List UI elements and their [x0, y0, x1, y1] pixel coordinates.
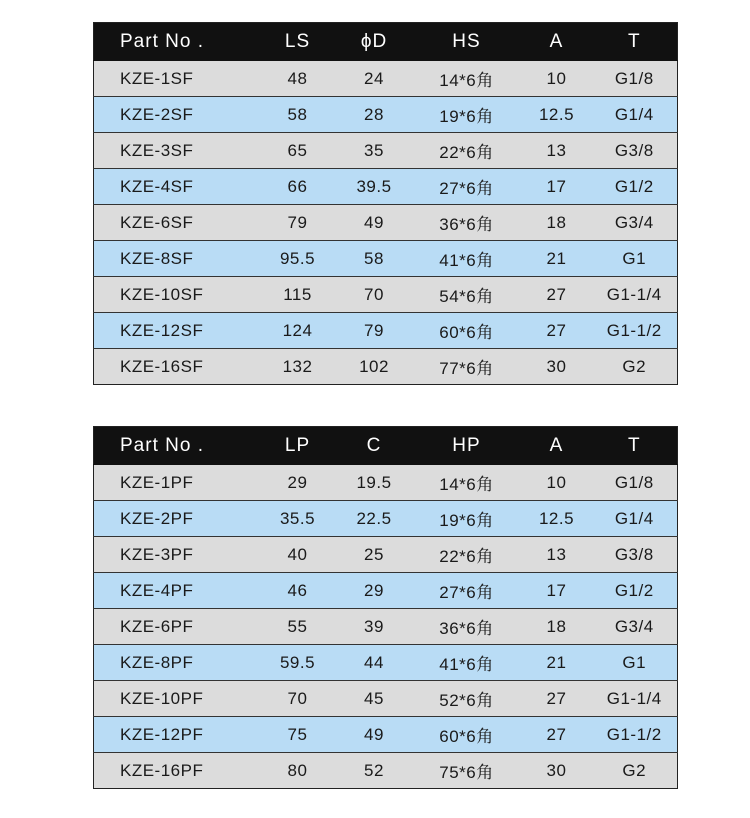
dimension-cell: 45 [337, 681, 412, 717]
dimension-cell: 39 [337, 609, 412, 645]
dimension-cell: 22.5 [337, 501, 412, 537]
hex-size-cell: 77*6角 [412, 349, 522, 385]
table-row [94, 169, 678, 205]
table-row [94, 717, 678, 753]
length-cell: 55 [259, 609, 337, 645]
table-row [94, 349, 678, 385]
table-row [94, 241, 678, 277]
part-no-cell: KZE-16SF [94, 349, 259, 385]
a-cell: 10 [522, 465, 592, 501]
part-no-cell: KZE-6PF [94, 609, 259, 645]
length-cell: 59.5 [259, 645, 337, 681]
header-ls: LS [259, 23, 337, 61]
header-a: A [522, 427, 592, 465]
dimension-cell: 79 [337, 313, 412, 349]
table-row [94, 501, 678, 537]
header-part-no: Part No . [94, 23, 259, 61]
header-row [94, 427, 678, 465]
part-no-cell: KZE-6SF [94, 205, 259, 241]
table-header [94, 427, 678, 465]
dimension-cell: 70 [337, 277, 412, 313]
hex-size-cell: 41*6角 [412, 645, 522, 681]
thread-cell: G1-1/2 [592, 313, 678, 349]
thread-cell: G3/8 [592, 537, 678, 573]
thread-cell: G1 [592, 645, 678, 681]
dimension-cell: 35 [337, 133, 412, 169]
part-no-cell: KZE-12PF [94, 717, 259, 753]
a-cell: 18 [522, 205, 592, 241]
length-cell: 65 [259, 133, 337, 169]
length-cell: 46 [259, 573, 337, 609]
table-body [94, 61, 678, 385]
spec-table-sf [93, 22, 678, 385]
thread-cell: G1-1/4 [592, 681, 678, 717]
thread-cell: G2 [592, 349, 678, 385]
dimension-cell: 39.5 [337, 169, 412, 205]
header-hp: HP [412, 427, 522, 465]
length-cell: 58 [259, 97, 337, 133]
header-row [94, 23, 678, 61]
a-cell: 13 [522, 537, 592, 573]
a-cell: 10 [522, 61, 592, 97]
table-row [94, 61, 678, 97]
length-cell: 95.5 [259, 241, 337, 277]
dimension-cell: 29 [337, 573, 412, 609]
table-row [94, 277, 678, 313]
length-cell: 79 [259, 205, 337, 241]
hex-size-cell: 19*6角 [412, 97, 522, 133]
part-no-cell: KZE-1SF [94, 61, 259, 97]
a-cell: 27 [522, 681, 592, 717]
part-no-cell: KZE-2PF [94, 501, 259, 537]
part-no-cell: KZE-8PF [94, 645, 259, 681]
table-body [94, 465, 678, 789]
header-part-no: Part No . [94, 427, 259, 465]
table-row [94, 313, 678, 349]
part-no-cell: KZE-1PF [94, 465, 259, 501]
a-cell: 17 [522, 169, 592, 205]
thread-cell: G3/4 [592, 205, 678, 241]
thread-cell: G1/4 [592, 501, 678, 537]
hex-size-cell: 36*6角 [412, 205, 522, 241]
header-lp: LP [259, 427, 337, 465]
length-cell: 70 [259, 681, 337, 717]
thread-cell: G3/8 [592, 133, 678, 169]
hex-size-cell: 60*6角 [412, 717, 522, 753]
hex-size-cell: 22*6角 [412, 133, 522, 169]
thread-cell: G1 [592, 241, 678, 277]
table-row [94, 573, 678, 609]
dimension-cell: 24 [337, 61, 412, 97]
dimension-cell: 102 [337, 349, 412, 385]
hex-size-cell: 27*6角 [412, 169, 522, 205]
spec-table-pf [93, 426, 678, 789]
hex-size-cell: 60*6角 [412, 313, 522, 349]
hex-size-cell: 52*6角 [412, 681, 522, 717]
length-cell: 40 [259, 537, 337, 573]
dimension-cell: 28 [337, 97, 412, 133]
thread-cell: G1/4 [592, 97, 678, 133]
part-no-cell: KZE-10SF [94, 277, 259, 313]
dimension-cell: 52 [337, 753, 412, 789]
thread-cell: G3/4 [592, 609, 678, 645]
hex-size-cell: 19*6角 [412, 501, 522, 537]
dimension-cell: 44 [337, 645, 412, 681]
thread-cell: G1/2 [592, 573, 678, 609]
table-row [94, 609, 678, 645]
a-cell: 12.5 [522, 97, 592, 133]
header-c: C [337, 427, 412, 465]
table-row [94, 537, 678, 573]
table-row [94, 133, 678, 169]
hex-size-cell: 36*6角 [412, 609, 522, 645]
hex-size-cell: 75*6角 [412, 753, 522, 789]
length-cell: 29 [259, 465, 337, 501]
a-cell: 13 [522, 133, 592, 169]
length-cell: 124 [259, 313, 337, 349]
header-a: A [522, 23, 592, 61]
hex-size-cell: 14*6角 [412, 61, 522, 97]
part-no-cell: KZE-2SF [94, 97, 259, 133]
hex-size-cell: 27*6角 [412, 573, 522, 609]
part-no-cell: KZE-4PF [94, 573, 259, 609]
table-row [94, 97, 678, 133]
a-cell: 27 [522, 717, 592, 753]
thread-cell: G1-1/2 [592, 717, 678, 753]
a-cell: 27 [522, 313, 592, 349]
dimension-cell: 58 [337, 241, 412, 277]
header-t: T [592, 23, 678, 61]
a-cell: 27 [522, 277, 592, 313]
table-row [94, 205, 678, 241]
a-cell: 21 [522, 241, 592, 277]
length-cell: 115 [259, 277, 337, 313]
part-no-cell: KZE-16PF [94, 753, 259, 789]
thread-cell: G1/8 [592, 61, 678, 97]
part-no-cell: KZE-4SF [94, 169, 259, 205]
length-cell: 35.5 [259, 501, 337, 537]
length-cell: 66 [259, 169, 337, 205]
length-cell: 80 [259, 753, 337, 789]
table-row [94, 465, 678, 501]
dimension-cell: 19.5 [337, 465, 412, 501]
a-cell: 30 [522, 349, 592, 385]
table-header [94, 23, 678, 61]
dimension-cell: 49 [337, 717, 412, 753]
part-no-cell: KZE-10PF [94, 681, 259, 717]
part-no-cell: KZE-3SF [94, 133, 259, 169]
header-hs: HS [412, 23, 522, 61]
thread-cell: G2 [592, 753, 678, 789]
thread-cell: G1/8 [592, 465, 678, 501]
length-cell: 48 [259, 61, 337, 97]
table-row [94, 645, 678, 681]
length-cell: 132 [259, 349, 337, 385]
header-diameter: ϕD [337, 23, 412, 61]
table-row [94, 681, 678, 717]
thread-cell: G1-1/4 [592, 277, 678, 313]
a-cell: 18 [522, 609, 592, 645]
hex-size-cell: 22*6角 [412, 537, 522, 573]
hex-size-cell: 41*6角 [412, 241, 522, 277]
dimension-cell: 25 [337, 537, 412, 573]
a-cell: 12.5 [522, 501, 592, 537]
hex-size-cell: 14*6角 [412, 465, 522, 501]
length-cell: 75 [259, 717, 337, 753]
a-cell: 30 [522, 753, 592, 789]
part-no-cell: KZE-8SF [94, 241, 259, 277]
table-row [94, 753, 678, 789]
hex-size-cell: 54*6角 [412, 277, 522, 313]
part-no-cell: KZE-3PF [94, 537, 259, 573]
part-no-cell: KZE-12SF [94, 313, 259, 349]
header-t: T [592, 427, 678, 465]
thread-cell: G1/2 [592, 169, 678, 205]
dimension-cell: 49 [337, 205, 412, 241]
a-cell: 17 [522, 573, 592, 609]
a-cell: 21 [522, 645, 592, 681]
